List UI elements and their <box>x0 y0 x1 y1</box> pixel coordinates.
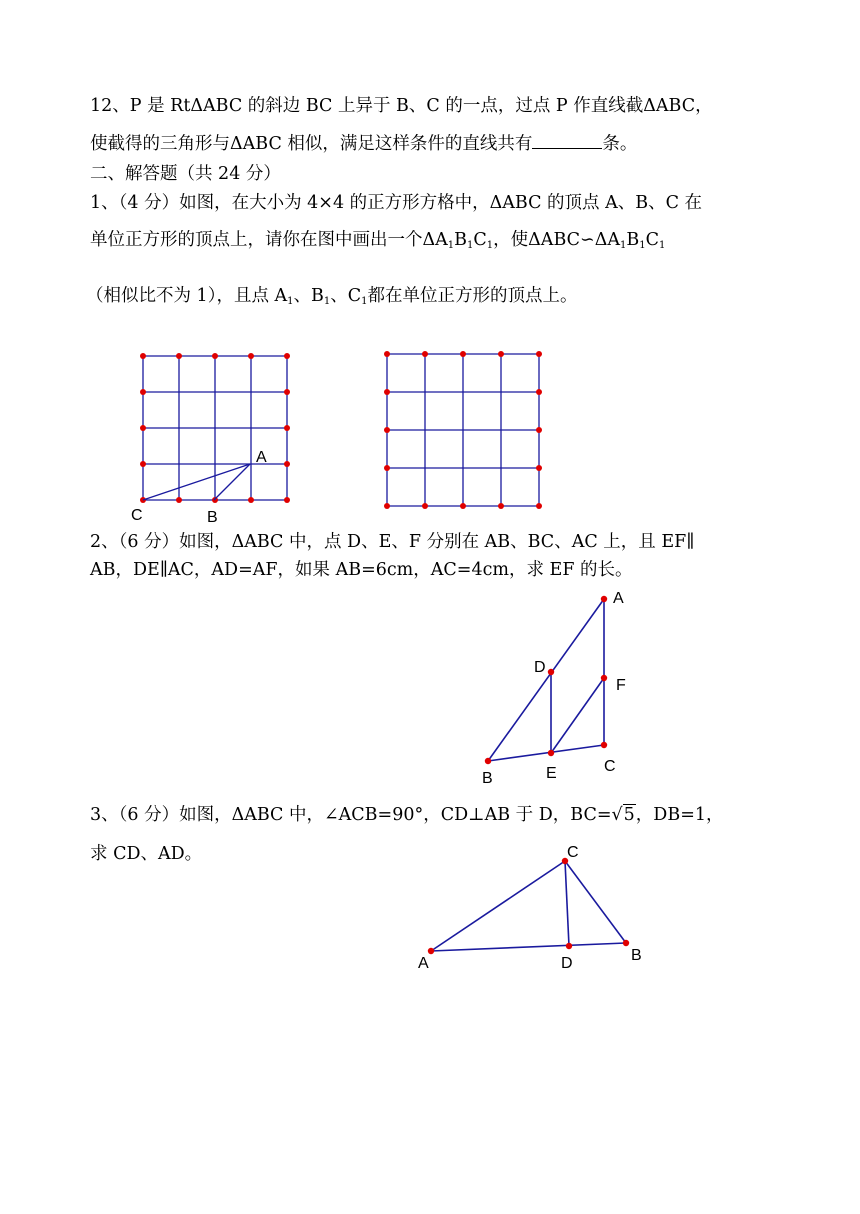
p1-mid: ，使ΔABC∽ <box>493 230 595 250</box>
p1-line3-pre: （相似比不为 1），且点 A <box>86 286 288 306</box>
label-b: B <box>631 947 642 964</box>
label-d: D <box>534 659 546 676</box>
q12-line2-post: 条。 <box>602 134 638 154</box>
p2-line1: 2、（6 分）如图，ΔABC 中，点 D、E、F 分别在 AB、BC、AC 上，且 EF∥ <box>90 532 695 552</box>
point-d <box>566 943 572 949</box>
p1-line2-pre: 单位正方形的顶点上，请你在图中画出一个 <box>90 230 423 250</box>
side-ab <box>431 943 626 951</box>
p1-sub: 1 <box>486 240 494 251</box>
label-d: D <box>561 955 573 972</box>
p1-sub: 1 <box>658 240 666 251</box>
label-b: B <box>482 770 493 787</box>
q12-line1: 12、P 是 RtΔABC 的斜边 BC 上异于 B、C 的一点，过点 P 作直线截ΔABC， <box>90 96 713 116</box>
point-a <box>428 948 434 954</box>
label-b: B <box>207 509 218 526</box>
p1-sep: 、B <box>293 286 324 306</box>
p3-line2: 求 CD、AD。 <box>90 844 203 864</box>
segment-cd <box>565 861 569 946</box>
p1-sep2: 、C <box>330 286 362 306</box>
label-a: A <box>613 590 624 607</box>
section-title: 二、解答题（共 24 分） <box>90 164 281 184</box>
label-f: F <box>616 677 626 694</box>
p3-line1-post: ，DB=1， <box>635 805 724 825</box>
p1-line3-post: 都在单位正方形的顶点上。 <box>367 286 578 306</box>
label-a: A <box>418 955 429 972</box>
p1-sub: 1 <box>323 296 331 307</box>
p1-tri-b: B <box>626 230 640 250</box>
p1-sub: 1 <box>467 240 474 251</box>
label-c: C <box>567 844 579 861</box>
p3-line1-pre: 3、（6 分）如图，ΔABC 中，∠ACB=90°，CD⊥AB 于 D，BC= <box>90 805 612 825</box>
label-e: E <box>546 765 557 782</box>
label-c: C <box>604 758 616 775</box>
p1-tri-a: ΔA <box>594 230 620 250</box>
p1-sub: 1 <box>447 240 455 251</box>
p1-tri-b: B <box>454 230 468 250</box>
p1-sub: 1 <box>619 240 627 251</box>
label-c: C <box>131 507 143 524</box>
p1-tri-c: C <box>473 230 487 250</box>
p1-sub: 1 <box>287 296 294 307</box>
p1-tri-c: C <box>645 230 659 250</box>
p1-sub: 1 <box>639 240 646 251</box>
side-bc <box>565 861 626 943</box>
point-b <box>623 940 629 946</box>
sqrt-radicand: 5 <box>623 805 635 825</box>
p1-line1: 1、（4 分）如图，在大小为 4×4 的正方形方格中，ΔABC 的顶点 A、B、C 在 <box>90 193 703 213</box>
p1-tri-a: ΔA <box>422 230 448 250</box>
sqrt-sign: √5 <box>611 805 635 825</box>
label-a: A <box>256 449 267 466</box>
q12-line2-pre: 使截得的三角形与ΔABC 相似，满足这样条件的直线共有 <box>90 134 533 154</box>
side-ac <box>431 861 565 951</box>
p1-sub: 1 <box>361 296 368 307</box>
p2-line2: AB，DE∥AC，AD=AF，如果 AB=6cm，AC=4cm，求 EF 的长。 <box>90 560 633 580</box>
